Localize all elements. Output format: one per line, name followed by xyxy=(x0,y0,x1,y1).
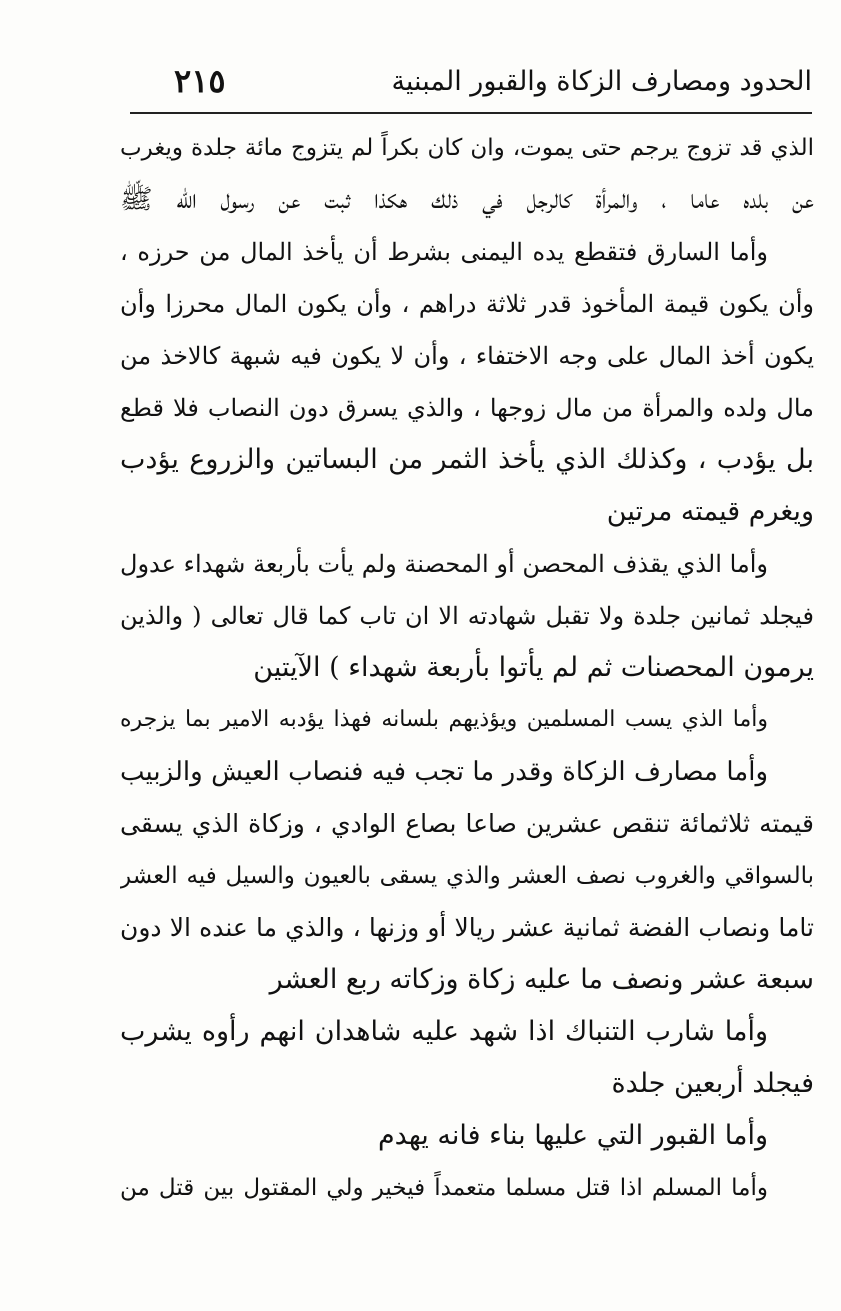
text-line: بل يؤدب ، وكذلك الذي يأخذ الثمر من البساتين والزروع يؤدب xyxy=(120,444,814,475)
text-line: وأما مصارف الزكاة وقدر ما تجب فيه فنصاب العيش والزبيب xyxy=(120,757,768,787)
running-title: الحدود ومصارف الزكاة والقبور المبنية xyxy=(391,66,812,97)
body-text xyxy=(120,122,814,1214)
text-line: مال ولده والمرأة من مال زوجها ، والذي يسرق دون النصاب فلا قطع xyxy=(120,394,814,422)
text-line: وأما شارب التنباك اذا شهد عليه شاهدان انهم رأوه يشرب xyxy=(120,1016,768,1047)
page-header xyxy=(130,62,812,108)
text-line: ويغرم قيمته مرتين xyxy=(606,496,814,527)
text-line: وأما الذي يقذف المحصن أو المحصنة ولم يأت بأربعة شهداء عدول xyxy=(120,550,768,578)
text-line: قيمته ثلاثمائة تنقص عشرين صاعا بصاع الوادي ، وزكاة الذي يسقى xyxy=(120,809,814,838)
text-line: وأن يكون قيمة المأخوذ قدر ثلاثة دراهم ، وأن يكون المال محرزا وأن xyxy=(120,290,814,318)
text-line: يكون أخذ المال على وجه الاختفاء ، وأن لا يكون فيه شبهة كالاخذ من xyxy=(120,342,814,370)
page-number: ٢١٥ xyxy=(174,62,226,100)
text-line: سبعة عشر ونصف ما عليه زكاة وزكاته ربع العشر xyxy=(269,964,814,995)
text-line: وأما القبور التي عليها بناء فانه يهدم xyxy=(377,1120,768,1151)
text-line: تاما ونصاب الفضة ثمانية عشر ريالا أو وزنها ، والذي ما عنده الا دون xyxy=(120,913,814,942)
text-line: فيجلد ثمانين جلدة ولا تقبل شهادته الا ان تاب كما قال تعالى ( والذين xyxy=(120,602,814,630)
text-line: عن بلده عاما ، والمرأة كالرجل في ذلك هكذا ثبت عن رسول الله ﷺ xyxy=(120,184,814,215)
text-line: وأما الذي يسب المسلمين ويؤذيهم بلسانه فهذا يؤدبه الامير بما يزجره xyxy=(120,707,768,732)
text-line: فيجلد أربعين جلدة xyxy=(611,1068,814,1099)
text-line: وأما السارق فتقطع يده اليمنى بشرط أن يأخذ المال من حرزه ، xyxy=(120,238,769,266)
header-rule xyxy=(130,112,812,114)
text-line: وأما المسلم اذا قتل مسلما متعمداً فيخير ولي المقتول بين قتل من xyxy=(120,1175,768,1201)
text-line: بالسواقي والغروب نصف العشر والذي يسقى بالعيون والسيل فيه العشر xyxy=(120,863,814,889)
text-line: يرمون المحصنات ثم لم يأتوا بأربعة شهداء ) الآيتين xyxy=(253,652,814,683)
text-line: الذي قد تزوج يرجم حتى يموت، وان كان بكراً لم يتزوج مائة جلدة ويغرب xyxy=(120,135,814,161)
